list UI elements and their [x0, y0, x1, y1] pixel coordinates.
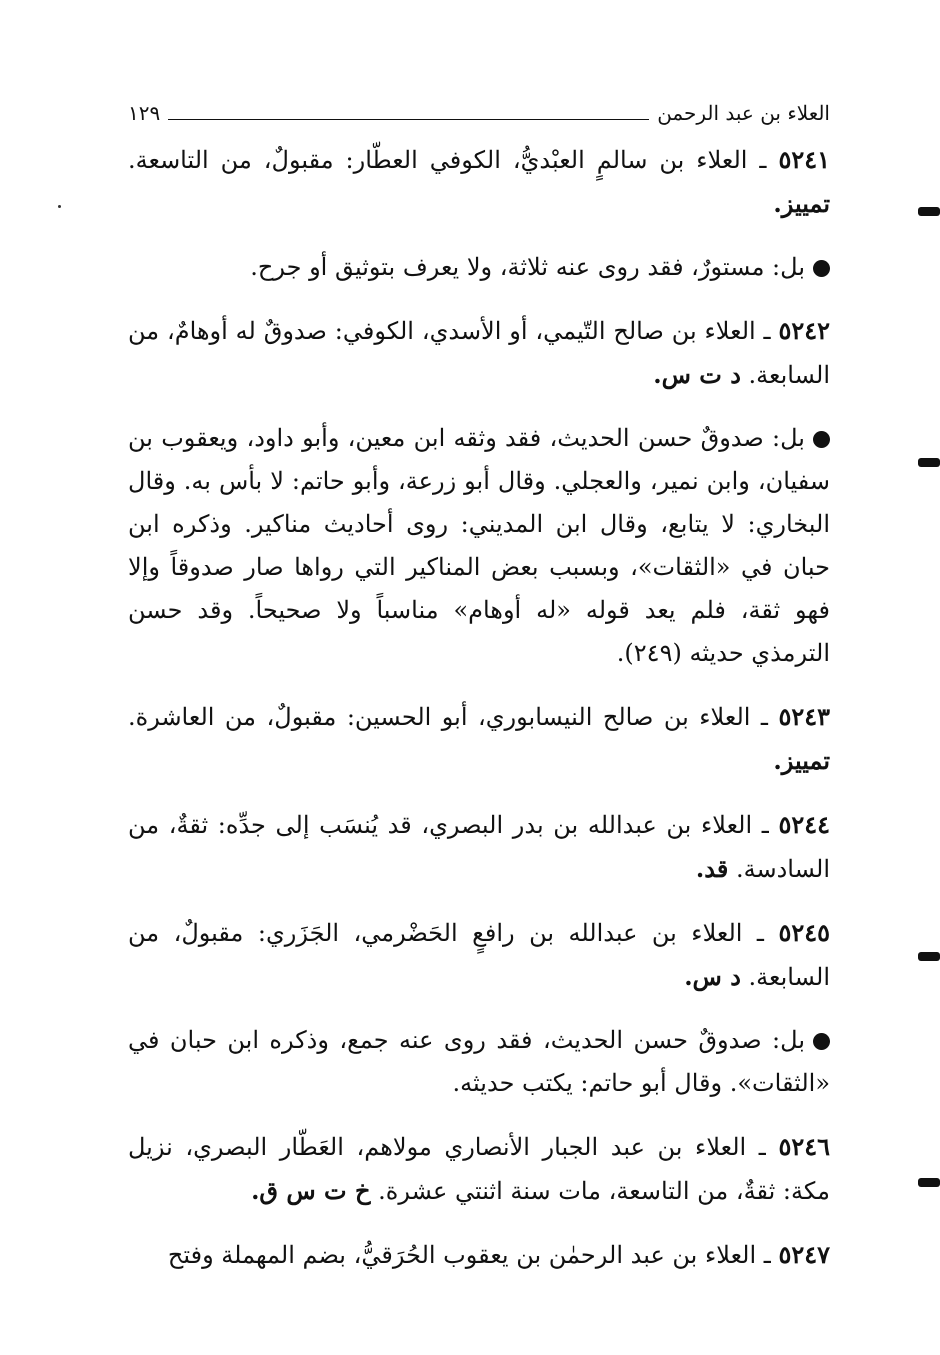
comment-text: بل: صدوقٌ حسن الحديث، فقد روى عنه جمع، وذكره ابن حبان في «الثقات». وقال أبو حاتم: يكتب حديثه. [128, 1026, 830, 1097]
page-number: ١٢٩ [128, 101, 161, 125]
entry-text: العلاء بن صالح النيسابوري، أبو الحسين: مقبولٌ، من العاشرة. [128, 703, 751, 731]
entry-symbols: تمييز. [773, 746, 830, 775]
bullet-icon [813, 431, 830, 448]
entry-number: ٥٢٤٥ [778, 918, 830, 947]
entry-symbols: تمييز. [773, 189, 830, 218]
comment-5241 [128, 246, 830, 289]
entry-number: ٥٢٤٢ [778, 316, 831, 345]
scan-edge-mark [918, 952, 940, 961]
scan-speck [58, 205, 61, 208]
entry-symbols: د ت س. [653, 360, 741, 389]
page-body [128, 138, 830, 1297]
entry-5246: ٥٢٤٦ ـ العلاء بن عبد الجبار الأنصاري مولاهم، العَطّار البصري، نزيل مكة: ثقةٌ، من التاسعة، مات سنة اثنتي عشرة. خ ت س ق. [128, 1132, 830, 1205]
comment-text: بل: صدوقٌ حسن الحديث، فقد وثقه ابن معين، وأبو داود، ويعقوب بن سفيان، وابن نمير، والعجلي. وقال أبو زرعة، وأبو حاتم: لا بأس به. وقال البخاري: لا يتابع، وقال ابن المديني: روى أحاديث مناكير. وذكره ابن حبان في «الثقات»، وبسبب بعض المناكير التي رواها صار صدوقاً وإلا فهو ثقة، فلم يعد قوله «له أوهام» مناسباً ولا صحيحاً. وقد حسن الترمذي حديثه (٢٤٩). [128, 424, 830, 667]
entry-number: ٥٢٤٤ [778, 810, 830, 839]
entry-number: ٥٢٤٣ [778, 702, 830, 731]
entry-symbols: د س. [684, 962, 741, 991]
entry-number: ٥٢٤٧ [778, 1240, 830, 1269]
entry-5241: ٥٢٤١ ـ العلاء بن سالمٍ العبْديُّ، الكوفي العطّار: مقبولٌ، من التاسعة. تمييز. [128, 145, 830, 218]
entry-5245: ٥٢٤٥ ـ العلاء بن عبدالله بن رافعٍ الحَضْرمي، الجَزَري: مقبولٌ، من السابعة. د س. [128, 918, 830, 991]
entry-number: ٥٢٤١ [778, 145, 830, 174]
entry-text: العلاء بن صالح التّيمي، أو الأسدي، الكوفي: صدوقٌ له أوهامٌ، من السابعة. [128, 317, 830, 389]
comment-text: بل: مستورٌ، فقد روى عنه ثلاثة، ولا يعرف بتوثيق أو جرح. [250, 253, 805, 281]
entry-symbols: قد. [695, 854, 729, 883]
entry-5247: ٥٢٤٧ ـ العلاء بن عبد الرحمٰن بن يعقوب الحُرَقيُّ، بضم المهملة وفتح [167, 1240, 830, 1269]
entry-5244: ٥٢٤٤ ـ العلاء بن عبدالله بن بدر البصري، قد يُنسَب إلى جدِّه: ثقةٌ، من السادسة. قد. [128, 810, 830, 883]
bullet-icon [813, 260, 830, 277]
entry-5242: ٥٢٤٢ ـ العلاء بن صالح التّيمي، أو الأسدي، الكوفي: صدوقٌ له أوهامٌ، من السابعة. د ت س. [128, 316, 831, 389]
running-title: العلاء بن عبد الرحمن [657, 101, 830, 125]
entry-5243: ٥٢٤٣ ـ العلاء بن صالح النيسابوري، أبو الحسين: مقبولٌ، من العاشرة. تمييز. [128, 702, 830, 775]
scan-edge-mark [918, 207, 940, 216]
entry-text: العلاء بن عبد الرحمٰن بن يعقوب الحُرَقيُّ، بضم المهملة وفتح [167, 1241, 757, 1269]
entry-text: العلاء بن عبد الجبار الأنصاري مولاهم، العَطّار البصري، نزيل مكة: ثقةٌ، من التاسعة، مات سنة اثنتي عشرة. [128, 1133, 830, 1205]
entry-text: العلاء بن عبدالله بن بدر البصري، قد يُنسَب إلى جدِّه: ثقةٌ، من السادسة. [128, 811, 830, 883]
running-header [128, 96, 830, 130]
comment-5245 [128, 1019, 830, 1105]
bullet-icon [813, 1033, 830, 1050]
entry-symbols: خ ت س ق. [251, 1176, 371, 1205]
header-rule [168, 107, 649, 120]
scan-edge-mark [918, 1178, 940, 1187]
entry-text: العلاء بن عبدالله بن رافعٍ الحَضْرمي، الجَزَري: مقبولٌ، من السابعة. [128, 919, 830, 991]
entry-number: ٥٢٤٦ [778, 1132, 830, 1161]
comment-5242 [128, 417, 830, 675]
scan-edge-mark [918, 458, 940, 467]
entry-text: العلاء بن سالمٍ العبْديُّ، الكوفي العطّار: مقبولٌ، من التاسعة. [128, 146, 748, 174]
